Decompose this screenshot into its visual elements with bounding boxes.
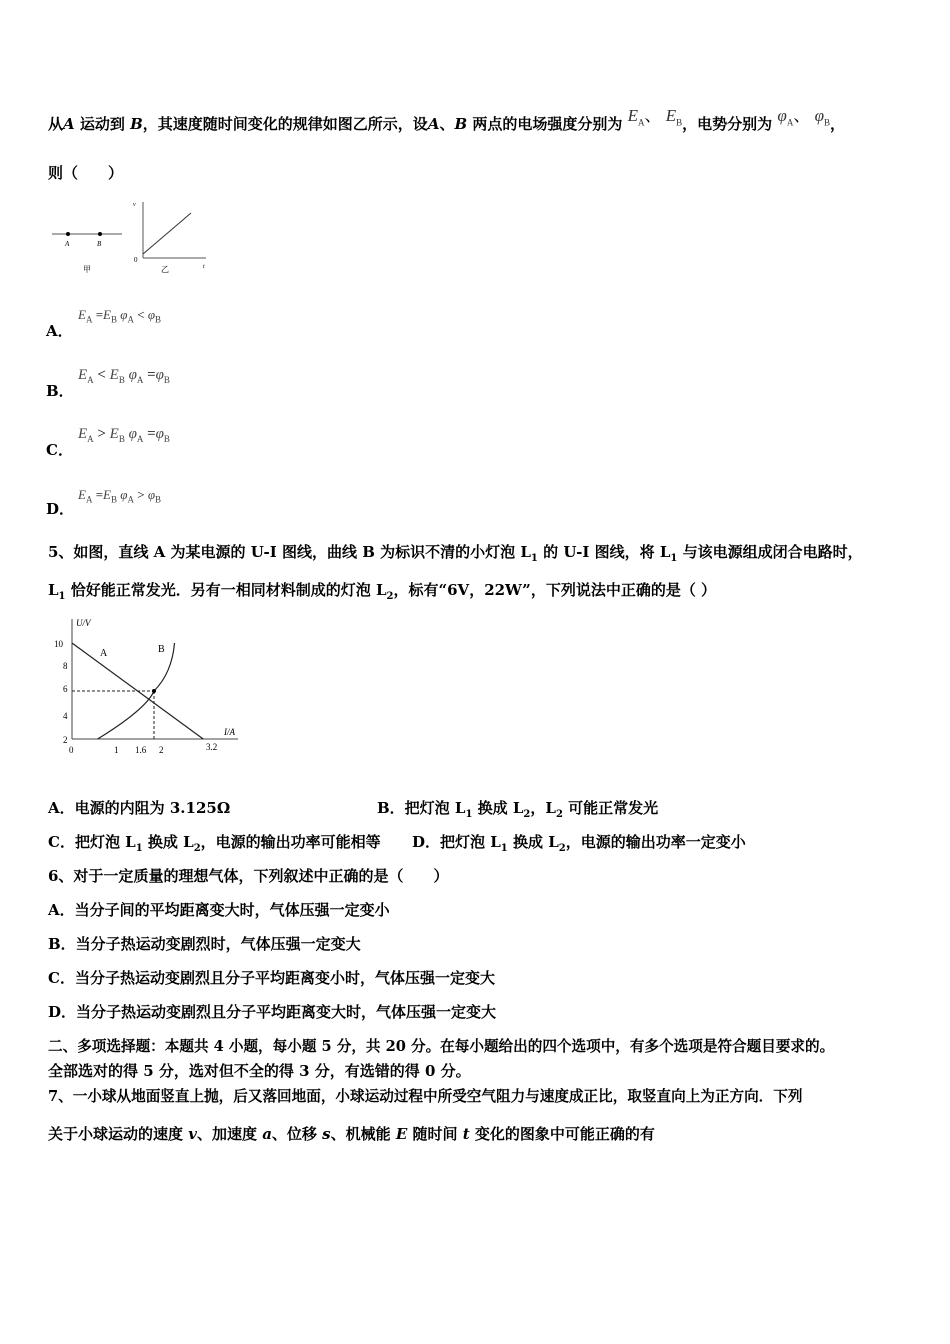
- q4-text: 从: [48, 115, 64, 133]
- q4-option-c-formula: $E_A > E_B$ $\varphi_A =\varphi_B$: [78, 426, 170, 444]
- q4-option-a-label[interactable]: A．: [46, 322, 73, 340]
- q4-point-a: A: [63, 115, 75, 133]
- chart-x-tick-0: 0: [69, 745, 74, 755]
- q6-option-b[interactable]: B．当分子热运动变剧烈时，气体压强一定变大: [48, 935, 361, 953]
- q4-text: ，其速度随时间变化的规律如图乙所示，设: [142, 115, 428, 133]
- chart-y-tick-6: 6: [63, 684, 68, 694]
- q7-stem-line2: 关于小球运动的速度 v、加速度 a、位移 s、机械能 E 随时间 t 变化的图象中可能正确的有: [48, 1125, 655, 1143]
- chart-curve-a-label: A: [100, 648, 108, 659]
- q4-text: 运动到: [74, 115, 131, 133]
- q5-option-a[interactable]: A．电源的内阻为 3.125Ω: [48, 799, 231, 817]
- q6-option-c[interactable]: C．当分子热运动变剧烈且分子平均距离变小时，气体压强一定变大: [48, 969, 495, 987]
- section2-scoring: 全部选对的得 5 分，选对但不全的得 3 分，有选错的得 0 分。: [48, 1062, 471, 1080]
- chart-curve-b-label: B: [158, 644, 165, 655]
- q4-point-a: A: [427, 115, 440, 133]
- chart-y-tick-10: 10: [54, 639, 63, 649]
- q4-potential-symbols: $\varphi_A$、 $\varphi_B$: [777, 106, 830, 128]
- q5-stem-line2: $L_1$ 恰好能正常发光．另有一相同材料制成的灯泡 $L_2$，标有“6V，22W”，下列说法中正确的是（ ）: [48, 581, 717, 602]
- q6-stem: 6、对于一定质量的理想气体，下列叙述中正确的是（ ）: [48, 867, 449, 885]
- yi-axis-v: v: [133, 202, 136, 208]
- chart-x-tick-1-6: 1.6: [135, 745, 147, 755]
- q6-option-d[interactable]: D．当分子热运动变剧烈且分子平均距离变大时，气体压强一定变大: [48, 1003, 497, 1021]
- q5-option-b[interactable]: B．把灯泡 $L_1$ 换成 $L_2$，$L_2$ 可能正常发光: [377, 799, 659, 820]
- q5-ui-chart: [50, 615, 250, 760]
- jia-label-b: B: [97, 240, 102, 248]
- point-b-marker: [98, 232, 102, 236]
- q4-stem-line1: [48, 106, 846, 140]
- chart-y-tick-4: 4: [63, 711, 68, 721]
- q4-option-d-formula: $E_A =E_B$ $\varphi_A > \varphi_B$: [78, 487, 162, 505]
- jia-caption: 甲: [83, 265, 91, 274]
- q4-point-b: B: [130, 115, 143, 133]
- yi-velocity-line: [143, 213, 191, 254]
- q4-option-c-label[interactable]: C．: [46, 441, 73, 459]
- q4-field-symbols: $E_A$、 $E_B$: [627, 106, 683, 128]
- chart-x-tick-2: 2: [159, 745, 164, 755]
- q5-stem-line1: 5、如图，直线 A 为某电源的 U-I 图线，曲线 B 为标识不清的小灯泡 $L_1$ 的 U-I 图线，将 $L_1$ 与该电源组成闭合电路时，: [48, 543, 863, 564]
- q4-text: 、: [439, 115, 455, 133]
- q4-stem-line2: 则（ ）: [48, 164, 124, 182]
- q7-stem-line1: 7、一小球从地面竖直上抛，后又落回地面，小球运动过程中所受空气阻力与速度成正比，取竖直向上为正方向．下列: [48, 1088, 803, 1105]
- chart-x-axis-label: I/A: [224, 727, 235, 737]
- q4-option-b-label[interactable]: B．: [46, 382, 74, 400]
- q4-point-b: B: [454, 115, 468, 133]
- chart-x-tick-3-2: 3.2: [206, 742, 218, 752]
- jia-label-a: A: [65, 240, 70, 248]
- q4-option-a-formula: $E_A =E_B$ $\varphi_A < \varphi_B$: [78, 307, 162, 325]
- q4-text: ，电势分别为: [682, 115, 773, 133]
- chart-x-tick-1: 1: [114, 745, 119, 755]
- yi-axis-t: t: [203, 264, 205, 270]
- yi-caption: 乙: [161, 265, 169, 274]
- chart-intersection-point: [152, 689, 156, 693]
- q4-text: 两点的电场强度分别为: [467, 115, 623, 133]
- q4-figures: [48, 196, 218, 278]
- yi-origin: 0: [134, 256, 138, 264]
- section2-heading: 二、多项选择题：本题共 4 小题，每小题 5 分，共 20 分。在每小题给出的四个选项中，有多个选项是符合题目要求的。: [48, 1038, 835, 1055]
- q4-option-d-label[interactable]: D．: [46, 500, 75, 518]
- point-a-marker: [66, 232, 70, 236]
- chart-y-tick-8: 8: [63, 661, 68, 671]
- q5-option-d[interactable]: D．把灯泡 $L_1$ 换成 $L_2$，电源的输出功率一定变小: [412, 833, 746, 854]
- chart-y-tick-2: 2: [63, 735, 68, 745]
- q4-option-b-formula: $E_A < E_B$ $\varphi_A =\varphi_B$: [78, 367, 170, 385]
- q6-option-a[interactable]: A．当分子间的平均距离变大时，气体压强一定变小: [48, 901, 390, 919]
- q4-text: ，: [830, 115, 846, 133]
- chart-y-axis-label: U/V: [76, 618, 91, 628]
- q5-option-c[interactable]: C．把灯泡 $L_1$ 换成 $L_2$，电源的输出功率可能相等: [48, 833, 381, 854]
